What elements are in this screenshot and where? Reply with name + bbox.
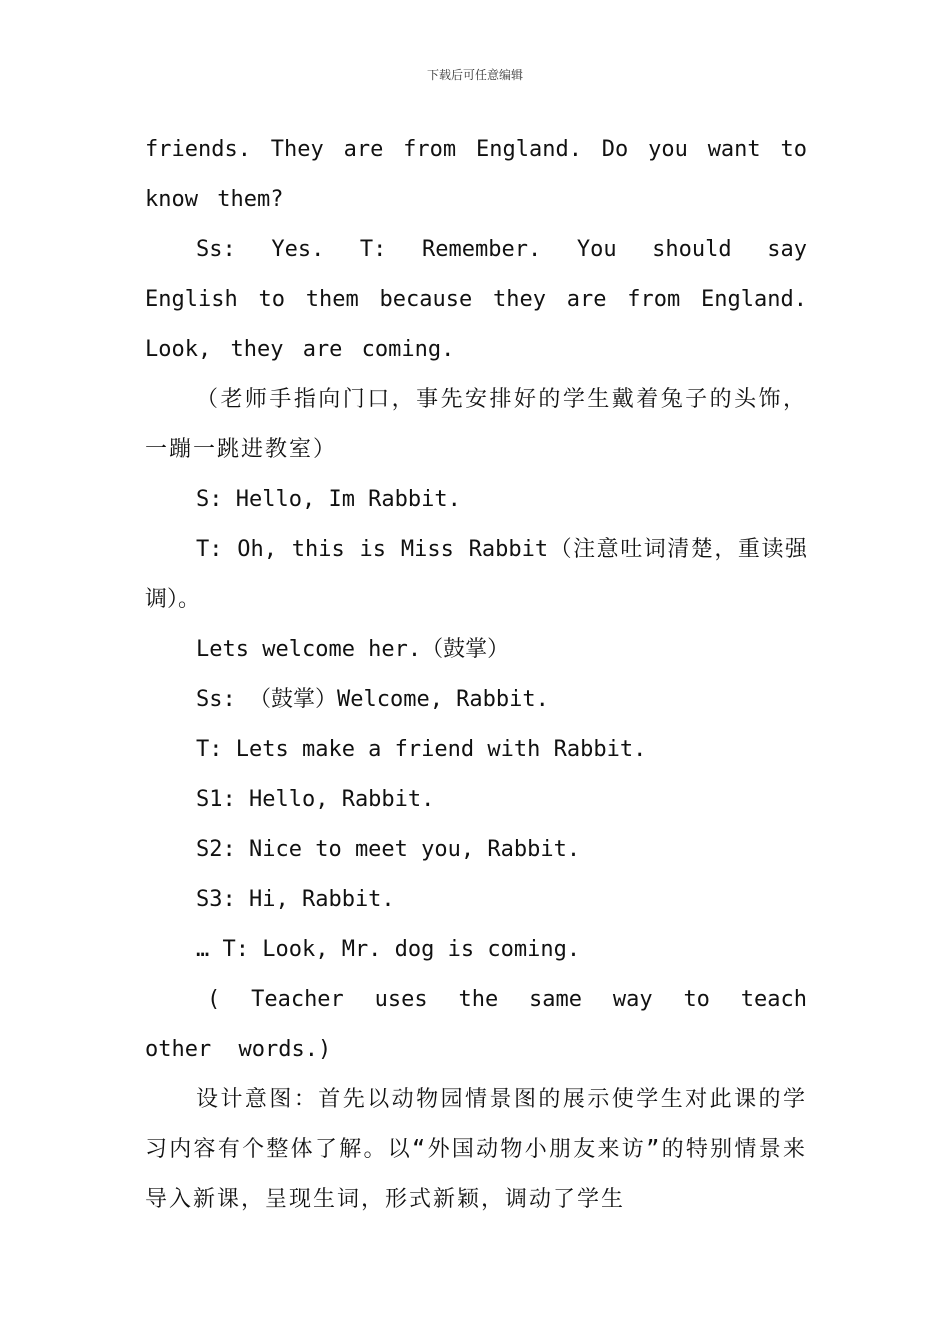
paragraph: S2: Nice to meet you, Rabbit.	[196, 837, 581, 862]
paragraph: S1: Hello, Rabbit.	[196, 787, 435, 812]
paragraph: Ss: Yes. T: Remember. You should say English to them because they are from England. Look, they are coming.	[145, 237, 807, 362]
paragraph: Ss: （鼓掌）Welcome, Rabbit.	[196, 687, 549, 712]
page-header: 下载后可任意编辑	[426, 68, 523, 82]
paragraph: 设计意图：首先以动物园情景图的展示使学生对此课的学习内容有个整体了解。以“外国动物小朋友来访”的特别情景来导入新课，呈现生词，形式新颖，调动了学生	[145, 1087, 807, 1212]
paragraph: （老师手指向门口，事先安排好的学生戴着兔子的头饰，一蹦一跳进教室）	[145, 387, 807, 462]
paragraph: S3: Hi, Rabbit.	[196, 887, 395, 912]
paragraph: ( Teacher uses the same way to teach other words.)	[145, 987, 807, 1062]
document-body	[145, 125, 807, 1225]
paragraph: S: Hello, Im Rabbit.	[196, 487, 461, 512]
paragraph: Lets welcome her.（鼓掌）	[196, 637, 510, 662]
paragraph: … T: Look, Mr. dog is coming.	[196, 937, 581, 962]
paragraph: friends. They are from England. Do you want to know them?	[145, 137, 807, 212]
paragraph: T: Oh, this is Miss Rabbit（注意吐词清楚，重读强调）。	[145, 537, 807, 612]
paragraph: T: Lets make a friend with Rabbit.	[196, 737, 647, 762]
